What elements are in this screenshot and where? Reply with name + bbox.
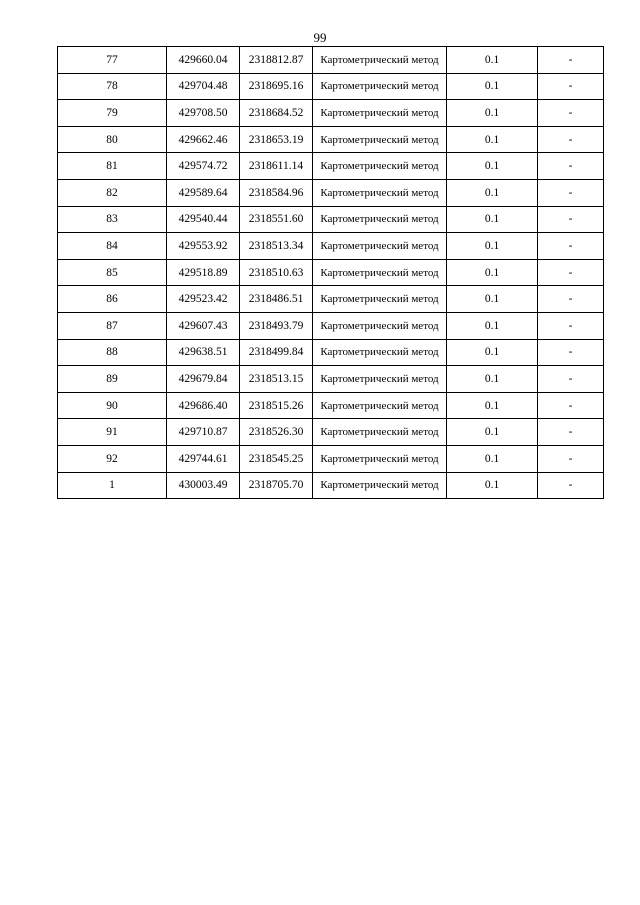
method-cell: Картометрический метод xyxy=(313,73,447,100)
method-cell: Картометрический метод xyxy=(313,366,447,393)
y-coordinate-cell: 2318584.96 xyxy=(240,179,313,206)
accuracy-cell: 0.1 xyxy=(447,206,538,233)
point-number-cell: 86 xyxy=(58,286,167,313)
table-row xyxy=(58,153,604,180)
x-coordinate-cell: 429540.44 xyxy=(167,206,240,233)
table-row xyxy=(58,73,604,100)
x-coordinate-cell: 429638.51 xyxy=(167,339,240,366)
accuracy-cell: 0.1 xyxy=(447,179,538,206)
point-number-cell: 79 xyxy=(58,100,167,127)
accuracy-cell: 0.1 xyxy=(447,339,538,366)
point-number-cell: 78 xyxy=(58,73,167,100)
accuracy-cell: 0.1 xyxy=(447,259,538,286)
y-coordinate-cell: 2318705.70 xyxy=(240,472,313,499)
note-cell: - xyxy=(538,100,604,127)
method-cell: Картометрический метод xyxy=(313,445,447,472)
y-coordinate-cell: 2318551.60 xyxy=(240,206,313,233)
point-number-cell: 1 xyxy=(58,472,167,499)
point-number-cell: 89 xyxy=(58,366,167,393)
table-row xyxy=(58,126,604,153)
accuracy-cell: 0.1 xyxy=(447,126,538,153)
x-coordinate-cell: 429686.40 xyxy=(167,392,240,419)
x-coordinate-cell: 429679.84 xyxy=(167,366,240,393)
y-coordinate-cell: 2318510.63 xyxy=(240,259,313,286)
table-row xyxy=(58,47,604,74)
table-row xyxy=(58,339,604,366)
method-cell: Картометрический метод xyxy=(313,472,447,499)
point-number-cell: 84 xyxy=(58,233,167,260)
table-row xyxy=(58,233,604,260)
note-cell: - xyxy=(538,259,604,286)
table-row xyxy=(58,100,604,127)
point-number-cell: 92 xyxy=(58,445,167,472)
method-cell: Картометрический метод xyxy=(313,47,447,74)
point-number-cell: 87 xyxy=(58,312,167,339)
table-row xyxy=(58,392,604,419)
accuracy-cell: 0.1 xyxy=(447,392,538,419)
point-number-cell: 80 xyxy=(58,126,167,153)
x-coordinate-cell: 429607.43 xyxy=(167,312,240,339)
accuracy-cell: 0.1 xyxy=(447,100,538,127)
table-row xyxy=(58,312,604,339)
accuracy-cell: 0.1 xyxy=(447,445,538,472)
x-coordinate-cell: 429574.72 xyxy=(167,153,240,180)
y-coordinate-cell: 2318486.51 xyxy=(240,286,313,313)
page-number: 99 xyxy=(313,30,327,45)
x-coordinate-cell: 430003.49 xyxy=(167,472,240,499)
accuracy-cell: 0.1 xyxy=(447,286,538,313)
y-coordinate-cell: 2318526.30 xyxy=(240,419,313,446)
table-row xyxy=(58,179,604,206)
note-cell: - xyxy=(538,445,604,472)
x-coordinate-cell: 429704.48 xyxy=(167,73,240,100)
x-coordinate-cell: 429553.92 xyxy=(167,233,240,260)
x-coordinate-cell: 429660.04 xyxy=(167,47,240,74)
method-cell: Картометрический метод xyxy=(313,312,447,339)
point-number-cell: 83 xyxy=(58,206,167,233)
accuracy-cell: 0.1 xyxy=(447,366,538,393)
method-cell: Картометрический метод xyxy=(313,286,447,313)
y-coordinate-cell: 2318513.34 xyxy=(240,233,313,260)
method-cell: Картометрический метод xyxy=(313,339,447,366)
method-cell: Картометрический метод xyxy=(313,392,447,419)
accuracy-cell: 0.1 xyxy=(447,312,538,339)
x-coordinate-cell: 429589.64 xyxy=(167,179,240,206)
x-coordinate-cell: 429523.42 xyxy=(167,286,240,313)
coordinates-table-body xyxy=(58,47,604,499)
y-coordinate-cell: 2318684.52 xyxy=(240,100,313,127)
point-number-cell: 82 xyxy=(58,179,167,206)
x-coordinate-cell: 429744.61 xyxy=(167,445,240,472)
note-cell: - xyxy=(538,419,604,446)
table-row xyxy=(58,259,604,286)
point-number-cell: 85 xyxy=(58,259,167,286)
note-cell: - xyxy=(538,233,604,260)
note-cell: - xyxy=(538,47,604,74)
accuracy-cell: 0.1 xyxy=(447,472,538,499)
note-cell: - xyxy=(538,339,604,366)
y-coordinate-cell: 2318653.19 xyxy=(240,126,313,153)
table-row xyxy=(58,445,604,472)
table-row xyxy=(58,472,604,499)
table-row xyxy=(58,419,604,446)
point-number-cell: 91 xyxy=(58,419,167,446)
accuracy-cell: 0.1 xyxy=(447,73,538,100)
table-row xyxy=(58,286,604,313)
x-coordinate-cell: 429710.87 xyxy=(167,419,240,446)
note-cell: - xyxy=(538,179,604,206)
coordinates-table xyxy=(57,46,604,499)
y-coordinate-cell: 2318515.26 xyxy=(240,392,313,419)
note-cell: - xyxy=(538,126,604,153)
note-cell: - xyxy=(538,366,604,393)
note-cell: - xyxy=(538,153,604,180)
note-cell: - xyxy=(538,312,604,339)
accuracy-cell: 0.1 xyxy=(447,419,538,446)
x-coordinate-cell: 429708.50 xyxy=(167,100,240,127)
y-coordinate-cell: 2318513.15 xyxy=(240,366,313,393)
accuracy-cell: 0.1 xyxy=(447,233,538,260)
note-cell: - xyxy=(538,206,604,233)
note-cell: - xyxy=(538,392,604,419)
y-coordinate-cell: 2318545.25 xyxy=(240,445,313,472)
method-cell: Картометрический метод xyxy=(313,233,447,260)
x-coordinate-cell: 429662.46 xyxy=(167,126,240,153)
note-cell: - xyxy=(538,73,604,100)
method-cell: Картометрический метод xyxy=(313,126,447,153)
table-row xyxy=(58,206,604,233)
note-cell: - xyxy=(538,472,604,499)
y-coordinate-cell: 2318812.87 xyxy=(240,47,313,74)
y-coordinate-cell: 2318493.79 xyxy=(240,312,313,339)
point-number-cell: 77 xyxy=(58,47,167,74)
point-number-cell: 81 xyxy=(58,153,167,180)
point-number-cell: 88 xyxy=(58,339,167,366)
accuracy-cell: 0.1 xyxy=(447,153,538,180)
point-number-cell: 90 xyxy=(58,392,167,419)
method-cell: Картометрический метод xyxy=(313,206,447,233)
method-cell: Картометрический метод xyxy=(313,259,447,286)
y-coordinate-cell: 2318695.16 xyxy=(240,73,313,100)
table-row xyxy=(58,366,604,393)
method-cell: Картометрический метод xyxy=(313,419,447,446)
x-coordinate-cell: 429518.89 xyxy=(167,259,240,286)
accuracy-cell: 0.1 xyxy=(447,47,538,74)
method-cell: Картометрический метод xyxy=(313,100,447,127)
y-coordinate-cell: 2318611.14 xyxy=(240,153,313,180)
method-cell: Картометрический метод xyxy=(313,179,447,206)
note-cell: - xyxy=(538,286,604,313)
y-coordinate-cell: 2318499.84 xyxy=(240,339,313,366)
method-cell: Картометрический метод xyxy=(313,153,447,180)
